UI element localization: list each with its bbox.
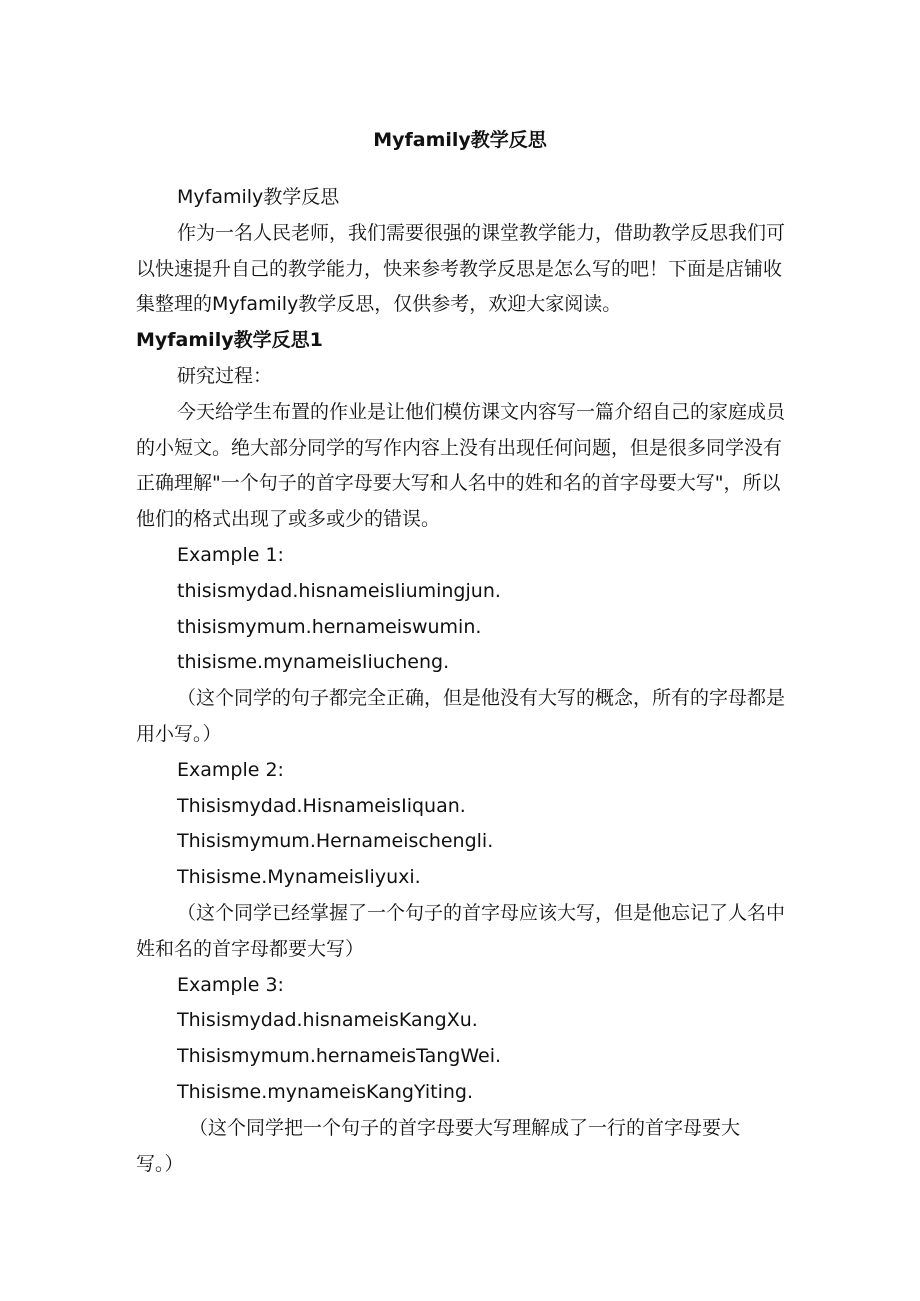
example-line: Thisisme.MynameisIiyuxi. [177, 866, 421, 889]
section-paragraph: 今天给学生布置的作业是让他们模仿课文内容写一篇介绍自己的家庭成员的小短文。绝大部分同学的写作内容上没有出现任何问题，但是很多同学没有正确理解"一个句子的首字母要大写和人名中的姓和名的首字母要大写"，所以他们的格式出现了或多或少的错误。 [136, 400, 786, 531]
example-label: Example 2: [177, 758, 284, 781]
example-label: Example 1: [177, 543, 284, 566]
example-line: thisismydad.hisnameisIiumingjun. [177, 579, 501, 602]
subtitle: Myfamily教学反思 [177, 186, 340, 208]
example-line: Thisismydad.HisnameisIiquan. [177, 794, 466, 817]
section-heading: Myfamily教学反思1 [136, 329, 323, 352]
example-label: Example 3: [177, 973, 284, 996]
example-note: （这个同学已经掌握了一个句子的首字母应该大写，但是他忘记了人名中姓和名的首字母都要大写） [136, 901, 786, 960]
example-line: thisisme.mynameisIiucheng. [177, 651, 450, 674]
example-line: Thisisme.mynameisKangYiting. [177, 1080, 474, 1103]
example-line: Thisismymum.Hernameischengli. [177, 830, 494, 853]
document-title: Myfamily教学反思 [373, 129, 547, 151]
section-label: 研究过程： [177, 364, 273, 387]
example-line: Thisismydad.hisnameisKangXu. [177, 1009, 478, 1032]
example-note: （这个同学的句子都完全正确，但是他没有大写的概念，所有的字母都是用小写。） [136, 687, 786, 745]
document-body [136, 180, 796, 1182]
example-line: thisismymum.hernameiswumin. [177, 615, 482, 638]
example-line: Thisismymum.hernameisTangWei. [177, 1045, 502, 1068]
intro-paragraph: 作为一名人民老师，我们需要很强的课堂教学能力，借助教学反思我们可以快速提升自己的教学能力，快来参考教学反思是怎么写的吧！下面是店铺收集整理的Myfamily教学反思，仅供参考，欢迎大家阅读。 [136, 221, 786, 316]
example-note: （这个同学把一个句子的首字母要大写理解成了一行的首字母要大写。） [136, 1116, 741, 1175]
